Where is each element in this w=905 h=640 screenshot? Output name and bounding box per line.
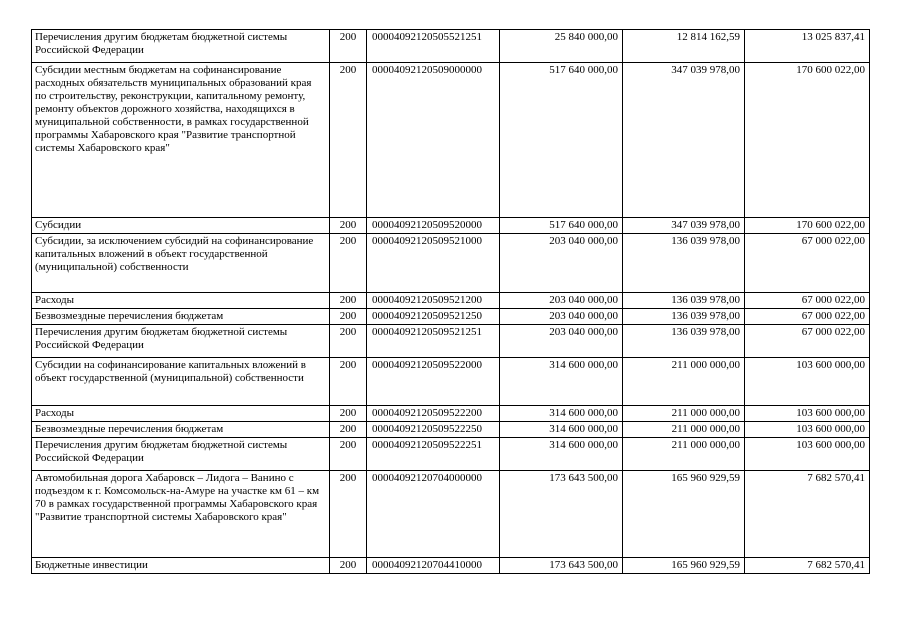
row-line-code: 200 bbox=[330, 63, 367, 218]
row-budget-classification-code: 00004092120704000000 bbox=[367, 471, 500, 558]
row-unexecuted-amount: 67 000 022,00 bbox=[745, 309, 870, 325]
row-budget-classification-code: 00004092120509000000 bbox=[367, 63, 500, 218]
row-approved-amount: 203 040 000,00 bbox=[500, 325, 623, 358]
table-row bbox=[32, 558, 870, 574]
row-unexecuted-amount: 67 000 022,00 bbox=[745, 234, 870, 293]
row-line-code: 200 bbox=[330, 218, 367, 234]
row-budget-classification-code: 00004092120509522250 bbox=[367, 422, 500, 438]
row-approved-amount: 173 643 500,00 bbox=[500, 471, 623, 558]
row-budget-classification-code: 00004092120704410000 bbox=[367, 558, 500, 574]
row-executed-amount: 211 000 000,00 bbox=[623, 438, 745, 471]
row-line-code: 200 bbox=[330, 422, 367, 438]
row-unexecuted-amount: 67 000 022,00 bbox=[745, 293, 870, 309]
row-executed-amount: 211 000 000,00 bbox=[623, 358, 745, 406]
row-budget-classification-code: 00004092120509521250 bbox=[367, 309, 500, 325]
row-name: Бюджетные инвестиции bbox=[32, 558, 330, 574]
table-row bbox=[32, 358, 870, 406]
row-budget-classification-code: 00004092120509522000 bbox=[367, 358, 500, 406]
row-budget-classification-code: 00004092120509521000 bbox=[367, 234, 500, 293]
row-name: Автомобильная дорога Хабаровск – Лидога – Ванино с подъездом к г. Комсомольск-на-Амуре на участке км 61 – км 70 в рамках государственной программы Хабаровского края "Развитие транспортной системы Хабаровского края" bbox=[32, 471, 330, 558]
row-executed-amount: 136 039 978,00 bbox=[623, 309, 745, 325]
row-executed-amount: 165 960 929,59 bbox=[623, 471, 745, 558]
row-unexecuted-amount: 13 025 837,41 bbox=[745, 30, 870, 63]
row-approved-amount: 25 840 000,00 bbox=[500, 30, 623, 63]
row-name: Безвозмездные перечисления бюджетам bbox=[32, 422, 330, 438]
row-name: Субсидии местным бюджетам на софинансирование расходных обязательств муниципальных образований края по строительству, реконструкции, капитальному ремонту, ремонту объектов дорожного хозяйства, находящихся в муниципальной собственности, в рамках государственной программы Хабаровского края "Развитие транспортной системы Хабаровского края" bbox=[32, 63, 330, 218]
row-unexecuted-amount: 103 600 000,00 bbox=[745, 358, 870, 406]
row-budget-classification-code: 00004092120509521200 bbox=[367, 293, 500, 309]
row-approved-amount: 173 643 500,00 bbox=[500, 558, 623, 574]
table-row bbox=[32, 422, 870, 438]
table-row bbox=[32, 63, 870, 218]
row-budget-classification-code: 00004092120509520000 bbox=[367, 218, 500, 234]
row-name: Перечисления другим бюджетам бюджетной системы Российской Федерации bbox=[32, 30, 330, 63]
row-approved-amount: 517 640 000,00 bbox=[500, 63, 623, 218]
table-row bbox=[32, 234, 870, 293]
row-approved-amount: 314 600 000,00 bbox=[500, 358, 623, 406]
row-line-code: 200 bbox=[330, 406, 367, 422]
row-approved-amount: 314 600 000,00 bbox=[500, 422, 623, 438]
table-row bbox=[32, 471, 870, 558]
row-name: Расходы bbox=[32, 293, 330, 309]
row-budget-classification-code: 00004092120509522200 bbox=[367, 406, 500, 422]
row-name: Субсидии, за исключением субсидий на софинансирование капитальных вложений в объект государственной (муниципальной) собственности bbox=[32, 234, 330, 293]
row-approved-amount: 314 600 000,00 bbox=[500, 406, 623, 422]
row-budget-classification-code: 00004092120505521251 bbox=[367, 30, 500, 63]
table-row bbox=[32, 293, 870, 309]
row-unexecuted-amount: 7 682 570,41 bbox=[745, 471, 870, 558]
row-unexecuted-amount: 7 682 570,41 bbox=[745, 558, 870, 574]
row-line-code: 200 bbox=[330, 471, 367, 558]
row-line-code: 200 bbox=[330, 309, 367, 325]
row-executed-amount: 136 039 978,00 bbox=[623, 293, 745, 309]
row-name: Субсидии bbox=[32, 218, 330, 234]
row-line-code: 200 bbox=[330, 438, 367, 471]
row-executed-amount: 347 039 978,00 bbox=[623, 218, 745, 234]
row-executed-amount: 211 000 000,00 bbox=[623, 406, 745, 422]
table-row bbox=[32, 406, 870, 422]
row-line-code: 200 bbox=[330, 558, 367, 574]
row-line-code: 200 bbox=[330, 293, 367, 309]
row-approved-amount: 203 040 000,00 bbox=[500, 234, 623, 293]
row-line-code: 200 bbox=[330, 358, 367, 406]
table-row bbox=[32, 438, 870, 471]
table-row bbox=[32, 218, 870, 234]
row-executed-amount: 165 960 929,59 bbox=[623, 558, 745, 574]
row-line-code: 200 bbox=[330, 325, 367, 358]
row-approved-amount: 517 640 000,00 bbox=[500, 218, 623, 234]
row-line-code: 200 bbox=[330, 234, 367, 293]
budget-execution-table bbox=[31, 29, 870, 574]
row-unexecuted-amount: 103 600 000,00 bbox=[745, 438, 870, 471]
row-executed-amount: 347 039 978,00 bbox=[623, 63, 745, 218]
table-row bbox=[32, 325, 870, 358]
row-approved-amount: 203 040 000,00 bbox=[500, 309, 623, 325]
row-unexecuted-amount: 67 000 022,00 bbox=[745, 325, 870, 358]
row-line-code: 200 bbox=[330, 30, 367, 63]
row-approved-amount: 314 600 000,00 bbox=[500, 438, 623, 471]
row-unexecuted-amount: 170 600 022,00 bbox=[745, 63, 870, 218]
row-unexecuted-amount: 103 600 000,00 bbox=[745, 422, 870, 438]
row-name: Субсидии на софинансирование капитальных вложений в объект государственной (муниципальной) собственности bbox=[32, 358, 330, 406]
row-executed-amount: 136 039 978,00 bbox=[623, 234, 745, 293]
row-unexecuted-amount: 103 600 000,00 bbox=[745, 406, 870, 422]
row-executed-amount: 12 814 162,59 bbox=[623, 30, 745, 63]
row-approved-amount: 203 040 000,00 bbox=[500, 293, 623, 309]
table-row bbox=[32, 30, 870, 63]
row-executed-amount: 136 039 978,00 bbox=[623, 325, 745, 358]
table-row bbox=[32, 309, 870, 325]
row-name: Перечисления другим бюджетам бюджетной системы Российской Федерации bbox=[32, 438, 330, 471]
row-unexecuted-amount: 170 600 022,00 bbox=[745, 218, 870, 234]
row-name: Расходы bbox=[32, 406, 330, 422]
row-name: Перечисления другим бюджетам бюджетной системы Российской Федерации bbox=[32, 325, 330, 358]
row-budget-classification-code: 00004092120509521251 bbox=[367, 325, 500, 358]
row-executed-amount: 211 000 000,00 bbox=[623, 422, 745, 438]
row-budget-classification-code: 00004092120509522251 bbox=[367, 438, 500, 471]
row-name: Безвозмездные перечисления бюджетам bbox=[32, 309, 330, 325]
